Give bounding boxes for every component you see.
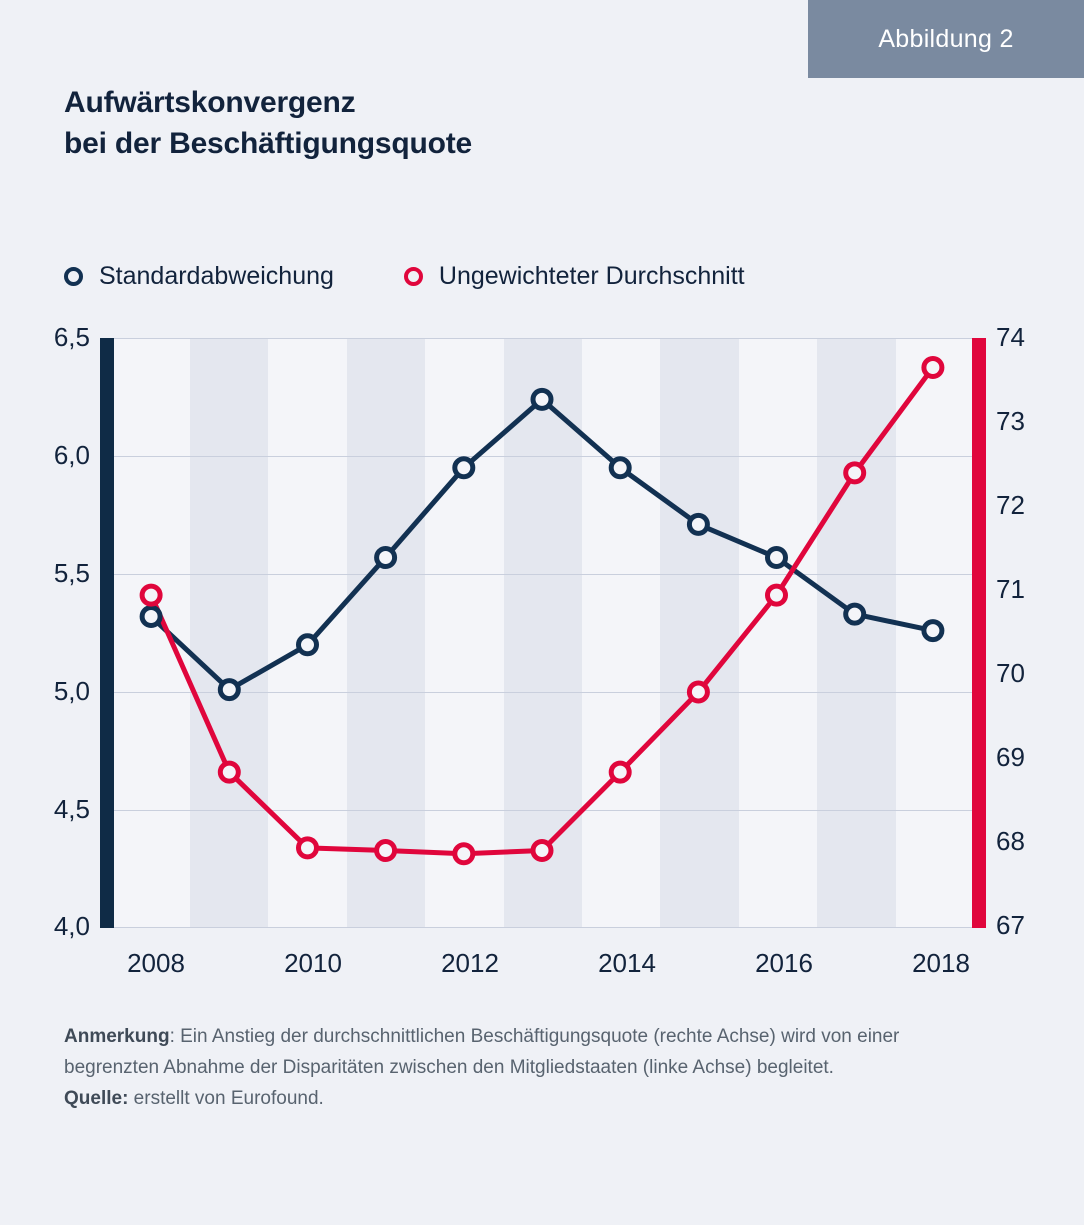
x-axis-tick: 2018 (912, 948, 970, 978)
note-anmerkung-text: : Ein Anstieg der durchschnittlichen Beschäftigungsquote (rechte Achse) wird von einer begrenzten Abnahme der Disparitäten zwischen den Mitgliedstaaten (linke Achse) begleitet. (64, 1026, 900, 1078)
x-axis-tick: 2016 (755, 948, 813, 978)
left-axis-tick: 4,5 (53, 794, 90, 824)
right-axis-tick: 68 (996, 826, 1025, 856)
gridline (112, 692, 972, 693)
plot-band (190, 338, 268, 928)
left-axis-tick: 5,0 (53, 676, 90, 706)
left-axis-tick: 5,5 (53, 558, 90, 588)
left-axis-tick: 6,0 (53, 440, 90, 470)
legend-item-durchschnitt (404, 262, 745, 291)
page-title (64, 82, 764, 165)
right-axis-tick: 72 (996, 490, 1025, 520)
x-axis-tick: 2014 (598, 948, 656, 978)
chart-plot-area (112, 338, 972, 928)
legend-marker-icon (64, 267, 83, 286)
right-axis-tick: 74 (996, 322, 1025, 352)
gridline (112, 810, 972, 811)
left-axis-tick: 6,5 (53, 322, 90, 352)
gridline (112, 456, 972, 457)
x-axis-tick: 2012 (441, 948, 499, 978)
x-axis-tick: 2010 (284, 948, 342, 978)
note-anmerkung-label: Anmerkung (64, 1026, 170, 1047)
plot-band (817, 338, 896, 928)
left-axis (100, 338, 114, 928)
legend-item-label: Ungewichteter Durchschnitt (438, 262, 745, 290)
gridline (112, 574, 972, 575)
page-title-line1: Aufwärtskonvergenz (64, 86, 356, 119)
right-axis-tick: 73 (996, 406, 1025, 436)
figure-badge-label: Abbildung 2 (878, 24, 1014, 53)
right-axis-tick: 67 (996, 910, 1025, 940)
plot-band (347, 338, 425, 928)
note-quelle-label: Quelle: (64, 1087, 129, 1109)
gridline (112, 927, 972, 928)
right-axis-tick: 69 (996, 742, 1025, 772)
chart-note (64, 1022, 994, 1114)
legend-item-label: Standardabweichung (99, 262, 334, 290)
page-title-line2: bei der Beschäftigungsquote (64, 127, 472, 161)
legend-item-standardabweichung (64, 262, 334, 291)
right-axis-tick: 70 (996, 658, 1025, 688)
chart-legend (64, 262, 815, 291)
x-axis-tick: 2008 (127, 948, 185, 978)
right-axis (972, 338, 986, 928)
plot-band (504, 338, 582, 928)
legend-marker-icon (404, 267, 423, 286)
left-axis-tick: 4,0 (53, 911, 90, 941)
right-axis-tick: 71 (996, 574, 1025, 604)
figure-badge (808, 0, 1084, 78)
gridline (112, 338, 972, 339)
note-quelle-text: erstellt von Eurofound. (128, 1087, 324, 1109)
plot-band (660, 338, 739, 928)
